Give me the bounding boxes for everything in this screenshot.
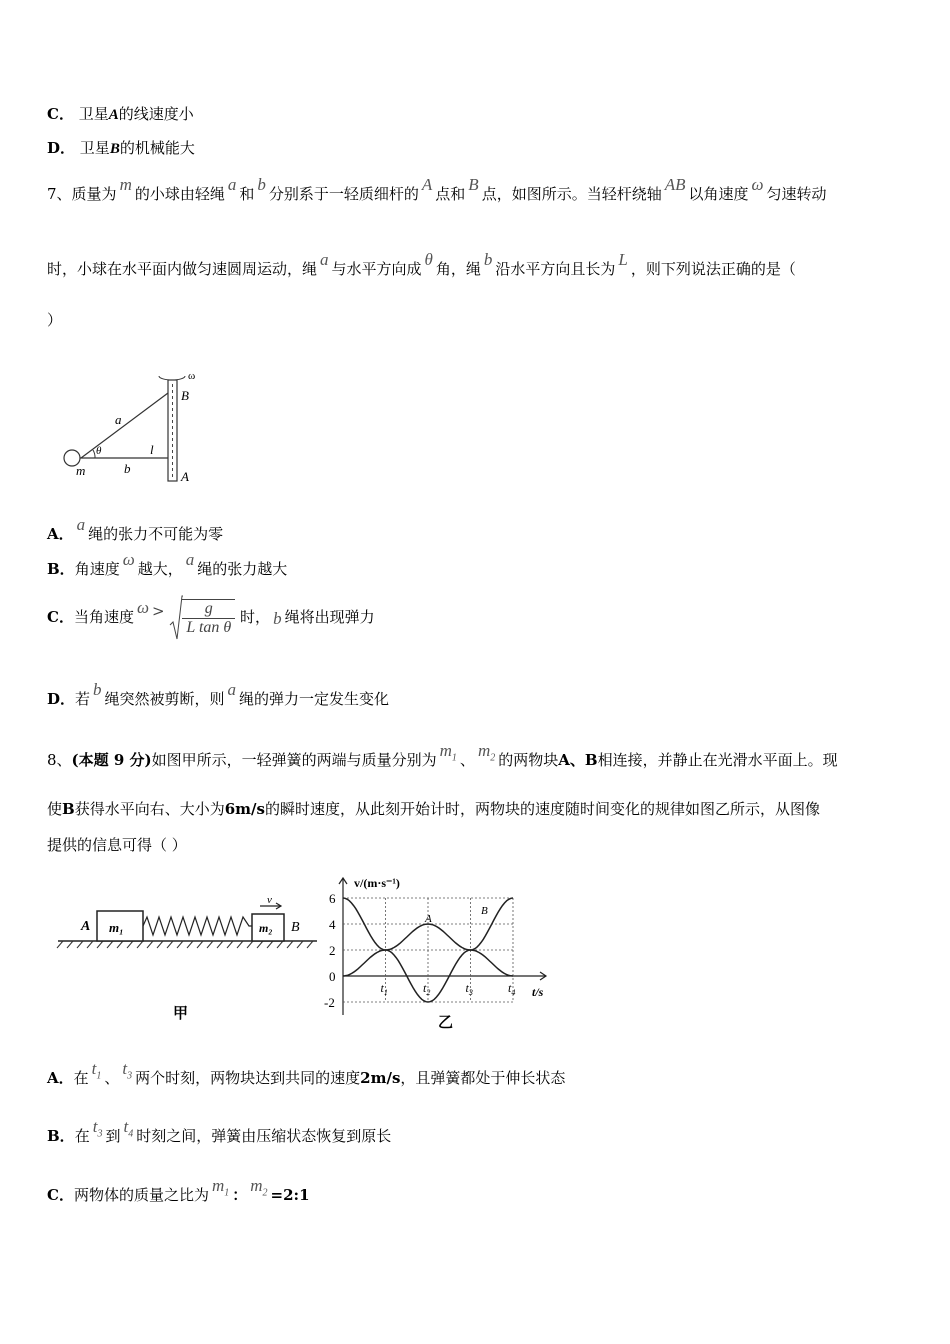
q7-option-c: C．当角速度 ω > $\frac{g}{\text{L tan θ}}$ 时， b 绳将出现弹力 bbox=[47, 595, 375, 641]
q7-stem-line1: 7、质量为 m 的小球由轻绳 a 和 b 分别系于一轻质细杆的 A 点和 B 点，如图所示。当轻杆绕轴 AB 以角速度 ω 匀速转动 bbox=[47, 175, 827, 203]
y-tick-labels bbox=[324, 891, 336, 1010]
curve-b-label: B bbox=[481, 905, 488, 917]
length-label: l bbox=[150, 442, 154, 457]
q8-option-c: C．两物体的质量之比为 $m_1$ ： $m_2$ =2:1 bbox=[47, 1176, 310, 1204]
block-a-label: A bbox=[81, 919, 91, 934]
q6-option-d: D． 卫星B的机械能大 bbox=[47, 139, 195, 157]
point-b-label: B bbox=[181, 388, 189, 403]
x-axis-label: t/s bbox=[532, 985, 544, 999]
x-tick-label: $t_1$ bbox=[380, 981, 388, 997]
q7-stem-line2: 时，小球在水平面内做匀速圆周运动，绳 a 与水平方向成 θ 角，绳 b 沿水平方向且长为 L ，则下列说法正确的是（ bbox=[47, 250, 796, 278]
q8-figure-jia bbox=[55, 893, 320, 1028]
q7-figure bbox=[55, 362, 215, 492]
rod bbox=[168, 380, 177, 481]
q8-stem-line1: 8、(本题 9 分)如图甲所示，一轻弹簧的两端与质量分别为 $m_1$ 、 $m_2$ 的两物块A、B相连接，并静止在光滑水平面上。现 bbox=[47, 741, 838, 769]
q7-option-a: A． a 绳的张力不可能为零 bbox=[47, 515, 224, 543]
mass-label: m bbox=[76, 463, 86, 478]
x-tick-label: $t_3$ bbox=[465, 981, 473, 997]
ground-hatching bbox=[57, 941, 313, 948]
spring bbox=[143, 917, 252, 935]
radical-sign-icon bbox=[169, 595, 183, 641]
q8-option-b: B．在 $t_3$ 到 $t_4$ 时刻之间，弹簧由压缩状态恢复到原长 bbox=[47, 1117, 392, 1145]
omega-label: ω bbox=[188, 370, 196, 382]
rope-b-label: b bbox=[124, 461, 131, 476]
y-tick-label: 4 bbox=[329, 917, 336, 932]
y-tick-label: 6 bbox=[329, 891, 336, 906]
figure-jia-caption: 甲 bbox=[173, 1006, 189, 1022]
sqrt-expression: $\frac{g}{\text{L tan θ}}$ bbox=[169, 595, 235, 641]
rope-a bbox=[81, 393, 168, 458]
y-axis-label: v/(m·s⁻¹) bbox=[354, 876, 400, 890]
point-a-label: A bbox=[181, 469, 189, 484]
m2-label: m₂ bbox=[259, 921, 273, 935]
angle-arc bbox=[93, 450, 95, 458]
y-tick-label: 2 bbox=[329, 943, 336, 958]
theta-label: θ bbox=[96, 445, 102, 457]
q8-figure-yi-chart bbox=[318, 870, 558, 1035]
block-b-label: B bbox=[291, 920, 300, 935]
x-tick-label: $t_2$ bbox=[423, 981, 431, 997]
q6-option-c: C． 卫星A的线速度小 bbox=[47, 105, 194, 123]
y-tick-label: 0 bbox=[329, 969, 336, 984]
curve-a-label: A bbox=[425, 913, 432, 925]
x-tick-labels bbox=[381, 981, 516, 997]
rotation-arrow-icon bbox=[159, 376, 185, 380]
q8-stem-line3: 提供的信息可得（ ） bbox=[47, 836, 187, 854]
y-tick-label: -2 bbox=[324, 995, 335, 1010]
q7-stem-line3: ） bbox=[47, 311, 63, 329]
q8-option-a: A．在 $t_1$ 、 $t_3$ 两个时刻，两物块达到共同的速度2m/s，且弹簧都处于伸长状态 bbox=[47, 1059, 566, 1087]
q7-option-b: B．角速度 ω 越大， a 绳的张力越大 bbox=[47, 550, 288, 578]
m1-label: m₁ bbox=[109, 920, 124, 935]
q7-option-d: D．若 b 绳突然被剪断，则 a 绳的弹力一定发生变化 bbox=[47, 680, 390, 708]
figure-yi-caption: 乙 bbox=[438, 1015, 454, 1031]
q8-stem-line2: 使B获得水平向右、大小为6m/s的瞬时速度，从此刻开始计时，两物块的速度随时间变化的规律如图乙所示，从图像 bbox=[47, 800, 820, 818]
x-tick-label: $t_4$ bbox=[508, 981, 516, 997]
velocity-label: v bbox=[267, 894, 272, 906]
rope-a-label: a bbox=[115, 412, 122, 427]
